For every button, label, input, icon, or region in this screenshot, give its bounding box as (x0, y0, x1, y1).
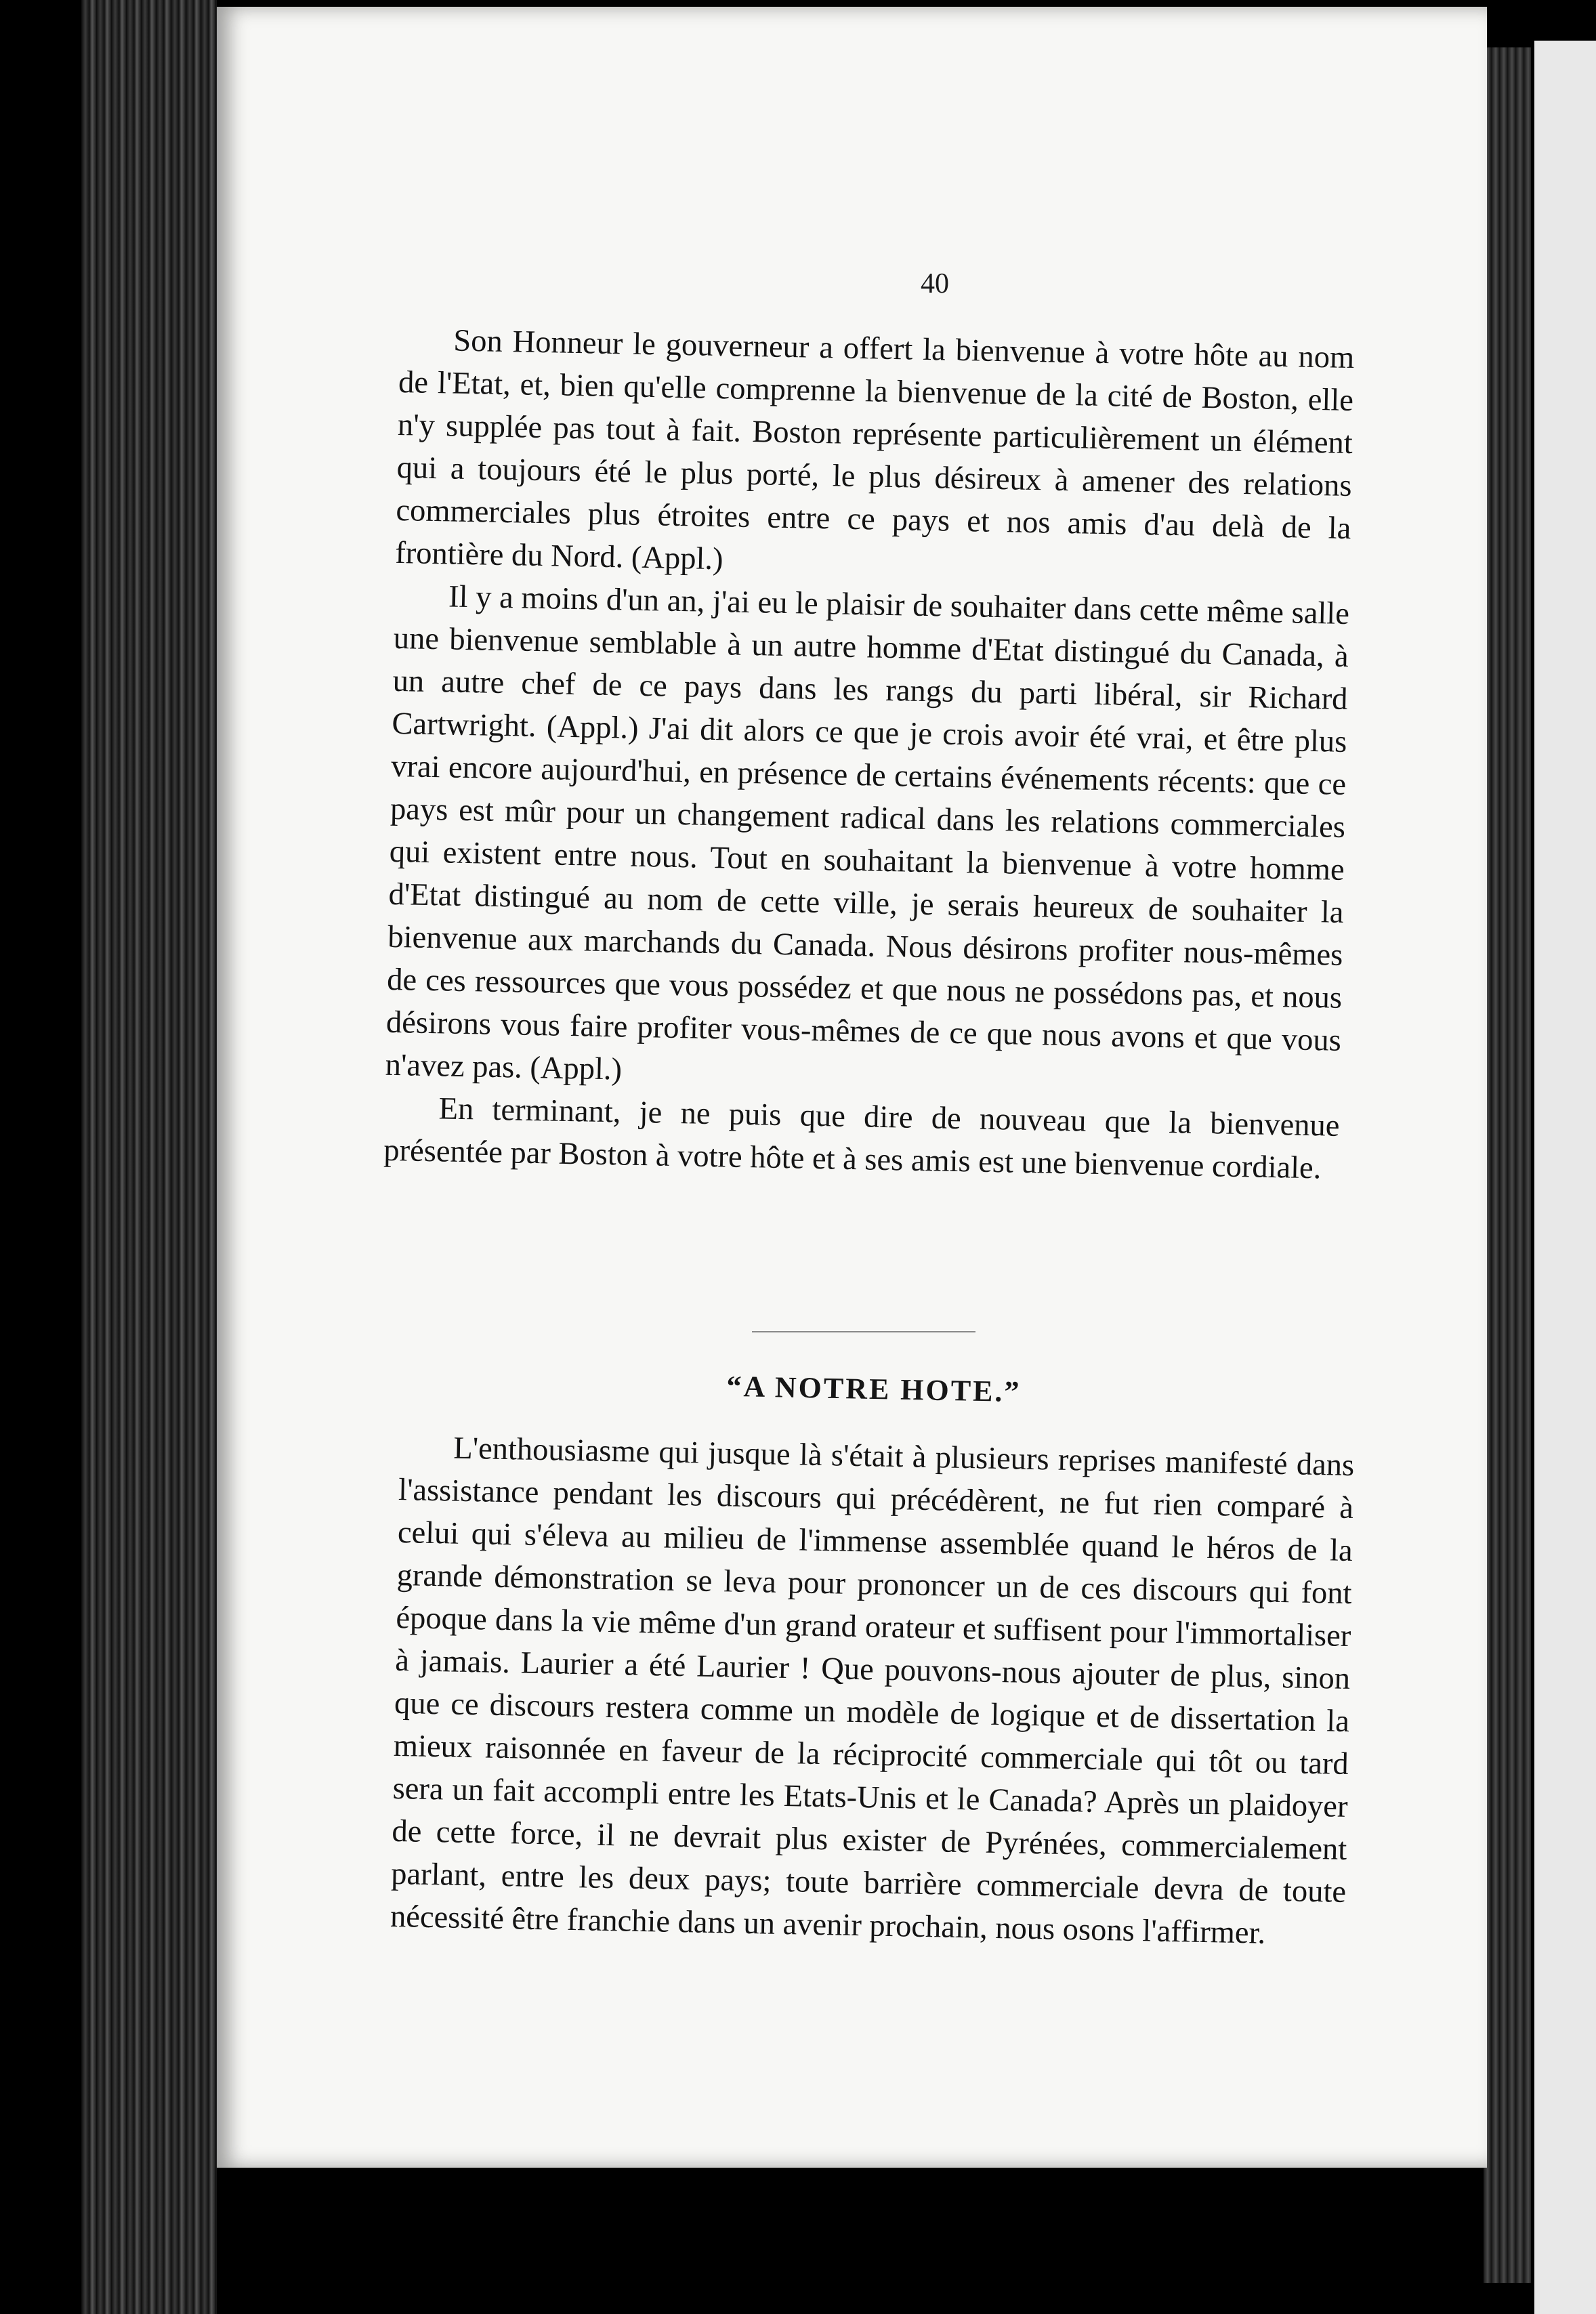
speech-text-block (383, 318, 1355, 1190)
paragraph: L'enthousiasme qui jusque là s'était à plusieurs reprises manifesté dans l'assistance pendant les discours qui précédèrent, ne fut rien comparé à celui qui s'éleva au milieu de l'immense assemblée quand le héros de la grande démonstration se leva pour prononcer un de ces discours qui font époque dans la vie même d'un grand orateur et suffisent pour l'immortaliser à jamais. Laurier a été Laurier ! Que pouvons-nous ajouter de plus, sinon que ce discours restera comme un modèle de logique et de dissertation la mieux raisonnée en faveur de la réciprocité commerciale qui tôt ou tard sera un fait accompli entre les Etats-Unis et le Canada? Après un plaidoyer de cette force, il ne devrait plus exister de Pyrénées, commercialement parlant, entre les deux pays; toute barrière commerciale devra de toute nécessité être franchie dans un avenir prochain, nous osons l'affirmer. (390, 1431, 1355, 1951)
section-heading: “A NOTRE HOTE.” (726, 1369, 1022, 1409)
page-stack-edge (1484, 47, 1531, 2283)
section-divider (752, 1331, 975, 1332)
paragraph: Il y a moins d'un an, j'ai eu le plaisir de souhaiter dans cette même salle une bienvenue semblable à un autre homme d'Etat distingué du Canada, à un autre chef de ce pays dans les rangs du parti libéral, sir Richard Cartwright. (Appl.) J'ai dit alors ce que je crois avoir été vrai, et être plus vrai encore aujourd'hui, en présence de certains événements récents: que ce pays est mûr pour un changement radical dans les relations commerciales qui existent entre nous. Tout en souhaitant la bienvenue à votre homme d'Etat distingué au nom de cette ville, je serais heureux de souhaiter la bienvenue aux marchands du Canada. Nous désirons profiter nous-mêmes de ces ressources que vous possédez et que nous ne possédons pas, et nous désirons vous faire profiter vous-mêmes de ce que nous avons et que vous n'avez pas. (Appl.) (385, 579, 1350, 1087)
book-spine-edge (81, 0, 217, 2314)
book-page (217, 7, 1487, 2168)
paragraph: Son Honneur le gouverneur a offert la bienvenue à votre hôte au nom de l'Etat, et, bien qu'elle comprenne la bienvenue de la cité de Boston, elle n'y supplée pas tout à fait. Boston représente particulièrement un élément qui a toujours été le plus porté, le plus désireux à amener des relations commerciales plus étroites entre ce pays et nos amis d'au delà de la frontière du Nord. (Appl.) (394, 323, 1355, 577)
narrative-text-block (390, 1426, 1354, 1956)
page-number: 40 (921, 268, 949, 299)
facing-page-margin (1534, 41, 1596, 2314)
paragraph: En terminant, je ne puis que dire de nouveau que la bienvenue présentée par Boston à votre hôte et à ses amis est une bienvenue cordiale. (383, 1091, 1340, 1186)
